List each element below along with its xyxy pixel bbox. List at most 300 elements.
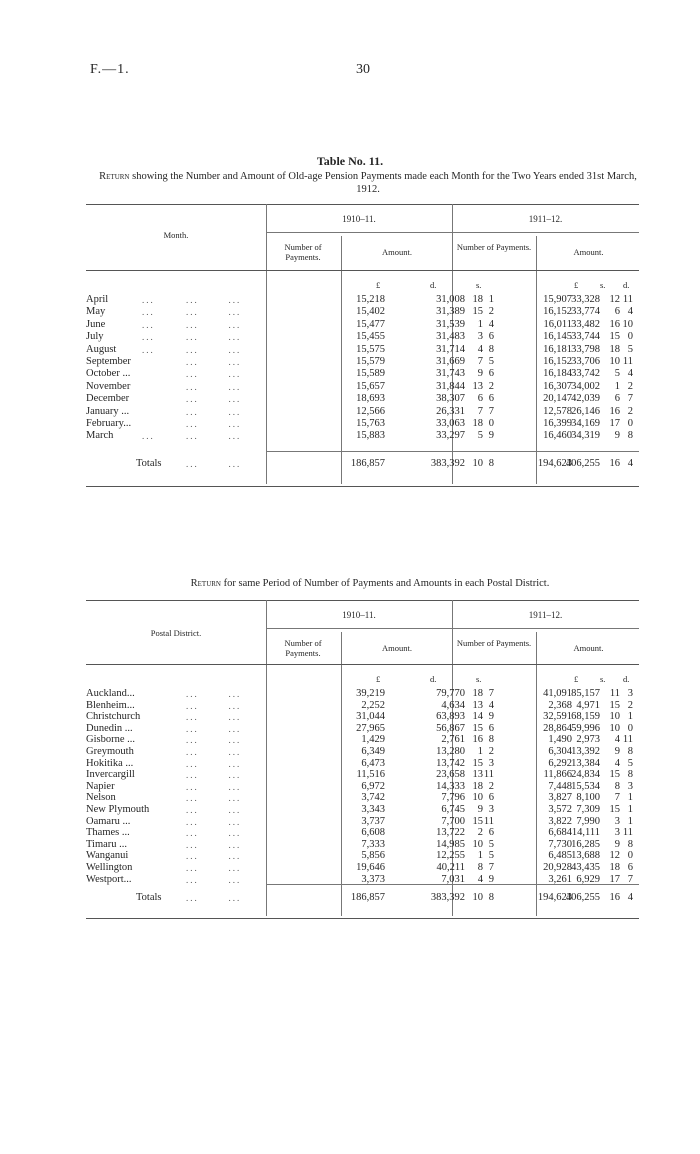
pounds-1911: 6,929 — [576, 873, 600, 885]
leader-dots: ... ... — [186, 319, 242, 330]
number-1910: 19,646 — [356, 862, 385, 873]
table-row — [86, 850, 639, 862]
total-number-1911: 194,623 — [537, 892, 572, 903]
number-1910: 3,742 — [361, 792, 385, 804]
pounds-1910: 23,658 — [436, 769, 465, 781]
pounds-1910: 31,743 — [436, 368, 465, 380]
total-pounds-1910: 383,392 — [430, 458, 465, 469]
number-1911: 16,307 — [543, 380, 572, 392]
pounds-1910: 2,761 — [441, 734, 465, 746]
shillings-1911: 12 — [609, 850, 620, 862]
pence-1911: 6 — [627, 862, 633, 873]
district-name: Christchurch — [86, 711, 141, 723]
number-1911: 20,928 — [543, 862, 572, 873]
number-1910: 6,608 — [361, 827, 385, 839]
shillings-1911: 6 — [614, 393, 620, 405]
leader-dots: ... ... — [186, 369, 242, 380]
district-name: Thames ... — [86, 827, 130, 839]
total-shillings-1911: 16 — [609, 892, 620, 903]
month-name: August — [86, 343, 117, 355]
shillings-1911: 8 — [614, 780, 620, 792]
shillings-1910: 10 — [472, 838, 483, 850]
table-row — [86, 746, 639, 758]
leader-dots: ... ... — [186, 419, 242, 429]
shillings-1910: 1 — [477, 850, 483, 862]
table-row — [86, 393, 639, 405]
pounds-1910: 56,867 — [436, 722, 465, 734]
table-row — [86, 711, 639, 723]
pound-unit: £ — [376, 674, 381, 684]
total-pence-1910: 8 — [488, 458, 494, 469]
shillings-1910: 5 — [477, 430, 483, 442]
table-row — [86, 344, 639, 356]
shillings-1911: 9 — [614, 430, 620, 442]
shillings-1911: 12 — [609, 294, 620, 305]
pounds-1911: 13,392 — [571, 746, 600, 757]
table-row — [86, 306, 639, 318]
pence-1911: 10 — [622, 318, 633, 330]
pounds-1910: 38,307 — [436, 393, 465, 405]
pence-1911: 8 — [627, 769, 633, 781]
shillings-1910: 13 — [472, 769, 483, 781]
number-1910: 15,218 — [356, 294, 385, 305]
year-heading: 1910–11. — [342, 610, 376, 620]
pounds-1910: 4,634 — [441, 699, 465, 711]
pence-1910: 4 — [488, 318, 494, 330]
number-1910: 6,972 — [361, 780, 385, 792]
pounds-1911: 42,039 — [571, 393, 600, 405]
number-1910: 15,455 — [356, 331, 385, 343]
pence-1910: 6 — [488, 722, 494, 734]
number-1911: 6,304 — [548, 746, 572, 757]
pence-1911: 1 — [627, 711, 633, 723]
pounds-1911: 2,973 — [576, 734, 600, 746]
leader-dots: ... ... — [186, 793, 242, 804]
leader-dots: ... ... — [186, 723, 242, 734]
shillings-1911: 3 — [614, 827, 620, 839]
pence-1910: 3 — [488, 757, 494, 769]
pence-1911: 4 — [627, 368, 633, 380]
pounds-1911: 34,002 — [571, 380, 600, 392]
number-1911: 12,578 — [543, 405, 572, 417]
table-row — [86, 381, 639, 393]
leader-dots: ... ... — [186, 394, 242, 405]
month-name: December — [86, 393, 130, 405]
total-shillings-1910: 10 — [472, 892, 483, 903]
pounds-1911: 33,706 — [571, 356, 600, 367]
pounds-1910: 31,008 — [436, 294, 465, 305]
pence-1911: 8 — [627, 430, 633, 442]
number-1911: 6,684 — [548, 827, 572, 839]
district-name: Oamaru ... — [86, 815, 131, 827]
total-number-1910: 186,857 — [350, 458, 385, 469]
table-row — [86, 688, 639, 700]
leader-dots: ... ... — [186, 700, 242, 711]
district-name: Timaru ... — [86, 838, 128, 850]
number-1910: 3,373 — [361, 873, 385, 885]
pence-1910: 11 — [483, 815, 494, 827]
shillings-1911: 10 — [609, 711, 620, 723]
pounds-1911: 24,834 — [571, 769, 600, 781]
table-row — [86, 700, 639, 712]
pence-1910: 5 — [488, 850, 494, 862]
leader-dots: ... ... — [186, 689, 242, 699]
shillings-1911: 17 — [609, 873, 620, 885]
number-1911: 16,184 — [543, 368, 572, 380]
district-name: Nelson — [86, 792, 116, 804]
month-name: March — [86, 430, 114, 442]
number-1910: 15,402 — [356, 306, 385, 318]
return-label: Return — [190, 578, 221, 589]
number-1910: 1,429 — [361, 734, 385, 746]
pence-1911: 8 — [627, 838, 633, 850]
amount-header: Amount. — [382, 643, 412, 653]
table-row — [86, 331, 639, 343]
shillings-1911: 17 — [609, 418, 620, 429]
leader-dots: ... ... — [186, 747, 242, 757]
pence-1911: 0 — [627, 418, 633, 429]
pounds-1910: 31,714 — [436, 343, 465, 355]
district-name: Invercargill — [86, 769, 135, 781]
number-1911: 15,907 — [543, 294, 572, 305]
pence-unit: d. — [430, 280, 437, 290]
number-1911: 16,460 — [543, 430, 572, 442]
number-1910: 15,477 — [356, 318, 385, 330]
pence-unit: d. — [623, 280, 630, 290]
total-shillings-1910: 10 — [472, 458, 483, 469]
pounds-1911: 33,482 — [571, 318, 600, 330]
table-row — [86, 862, 639, 874]
pence-1911: 2 — [627, 405, 633, 417]
pounds-1911: 34,169 — [571, 418, 600, 429]
year-rule — [266, 628, 639, 629]
total-number-1911: 194,623 — [537, 458, 572, 469]
leader-dots: ... — [142, 344, 155, 355]
shilling-unit: s. — [600, 674, 606, 684]
pound-unit: £ — [574, 674, 579, 684]
number-1911: 3,827 — [548, 792, 572, 804]
bottom-rule — [86, 486, 639, 487]
amount-header: Amount. — [573, 247, 604, 257]
shillings-1910: 7 — [477, 405, 483, 417]
pounds-1910: 79,770 — [436, 688, 465, 699]
shillings-1911: 10 — [609, 356, 620, 367]
totals-label: Totals — [136, 892, 162, 903]
header-rule — [86, 270, 639, 271]
table-row — [86, 734, 639, 746]
number-header: Number of Payments. — [456, 638, 532, 648]
pounds-1911: 8,100 — [576, 792, 600, 804]
totals-rule — [266, 884, 639, 885]
district-name: Blenheim... — [86, 699, 135, 711]
district-name: Wanganui — [86, 850, 129, 862]
leader-dots: ... — [142, 295, 155, 305]
number-1911: 11,866 — [543, 769, 572, 781]
shillings-1911: 7 — [614, 792, 620, 804]
pence-1910: 2 — [488, 380, 494, 392]
district-name: New Plymouth — [86, 804, 150, 815]
month-name: September — [86, 356, 131, 367]
number-1911: 1,490 — [548, 734, 572, 746]
header-rule — [86, 664, 639, 665]
pounds-1911: 33,742 — [571, 368, 600, 380]
leader-dots: ... ... — [186, 893, 242, 903]
leader-dots: ... ... — [186, 828, 242, 839]
pence-1910: 2 — [488, 746, 494, 757]
pounds-1910: 13,742 — [436, 757, 465, 769]
pounds-1910: 7,700 — [441, 815, 465, 827]
pounds-1910: 33,063 — [436, 418, 465, 429]
year-heading: 1911–12. — [528, 214, 563, 224]
shillings-1911: 4 — [614, 734, 620, 746]
pounds-1910: 7,796 — [441, 792, 465, 804]
pence-1910: 4 — [488, 699, 494, 711]
totals-row — [86, 892, 639, 904]
table-row — [86, 827, 639, 839]
pounds-1911: 13,688 — [571, 850, 600, 862]
leader-dots: ... — [142, 319, 155, 330]
district-name: Dunedin ... — [86, 722, 133, 734]
table1-description — [88, 170, 648, 196]
shilling-unit: s. — [600, 280, 606, 290]
pence-1910: 11 — [483, 769, 494, 781]
total-pence-1910: 8 — [488, 892, 494, 903]
total-pounds-1910: 383,392 — [430, 892, 465, 903]
postal-district-table — [86, 600, 639, 920]
shillings-1910: 15 — [472, 722, 483, 734]
shillings-1911: 10 — [609, 722, 620, 734]
shillings-1911: 3 — [614, 815, 620, 827]
number-1910: 15,657 — [356, 380, 385, 392]
leader-dots: ... ... — [186, 735, 242, 746]
number-1910: 6,349 — [361, 746, 385, 757]
pence-1910: 6 — [488, 827, 494, 839]
pounds-1911: 85,157 — [571, 688, 600, 699]
shillings-1911: 5 — [614, 368, 620, 380]
number-1911: 3,572 — [548, 804, 572, 815]
pence-1910: 1 — [488, 294, 494, 305]
number-1910: 7,333 — [361, 838, 385, 850]
month-name: October ... — [86, 368, 131, 380]
shilling-unit: s. — [476, 280, 482, 290]
amount-header: Amount. — [573, 643, 604, 653]
number-1911: 3,822 — [548, 815, 572, 827]
pounds-1911: 26,146 — [571, 405, 600, 417]
number-header: Number of Payments. — [456, 242, 532, 252]
shillings-1910: 13 — [472, 380, 483, 392]
total-pence-1911: 4 — [627, 892, 633, 903]
shillings-1911: 18 — [609, 343, 620, 355]
pounds-1910: 40,211 — [436, 862, 465, 873]
pounds-1910: 63,893 — [436, 711, 465, 723]
shillings-1911: 9 — [614, 746, 620, 757]
month-name: April — [86, 294, 109, 305]
table-row — [86, 430, 639, 442]
leader-dots: ... ... — [186, 712, 242, 723]
pounds-1910: 26,331 — [436, 405, 465, 417]
number-1910: 31,044 — [356, 711, 385, 723]
total-pounds-1911: 406,255 — [565, 892, 600, 903]
number-1911: 41,091 — [543, 688, 572, 699]
pounds-1911: 14,111 — [571, 827, 600, 839]
leader-dots: ... ... — [186, 839, 242, 850]
pounds-1911: 33,798 — [571, 343, 600, 355]
leader-dots: ... ... — [186, 381, 242, 392]
number-1911: 16,145 — [543, 331, 572, 343]
shillings-1910: 13 — [472, 699, 483, 711]
leader-dots: ... ... — [186, 816, 242, 827]
number-1910: 15,579 — [356, 356, 385, 367]
leader-dots: ... ... — [186, 805, 242, 815]
pence-1910: 8 — [488, 734, 494, 746]
pounds-1911: 16,285 — [571, 838, 600, 850]
year-heading: 1910–11. — [342, 214, 376, 224]
district-name: Wellington — [86, 862, 133, 873]
top-rule — [86, 600, 639, 601]
shillings-1910: 14 — [472, 711, 483, 723]
pence-1911: 5 — [627, 757, 633, 769]
district-name: Auckland... — [86, 688, 135, 699]
pence-unit: d. — [430, 674, 437, 684]
pence-1911: 2 — [627, 699, 633, 711]
totals-label: Totals — [136, 458, 162, 469]
table-row — [86, 356, 639, 368]
table-title: Table No. 11. — [316, 154, 384, 168]
pounds-1910: 14,985 — [436, 838, 465, 850]
shillings-1910: 10 — [472, 792, 483, 804]
number-1911: 16,011 — [543, 318, 572, 330]
shillings-1911: 11 — [609, 688, 620, 699]
district-name: Hokitika ... — [86, 757, 134, 769]
pence-1910: 7 — [488, 862, 494, 873]
pence-1910: 9 — [488, 711, 494, 723]
table-row — [86, 792, 639, 804]
return-label: Return — [99, 171, 130, 182]
pence-unit: d. — [623, 674, 630, 684]
month-name: January ... — [86, 405, 130, 417]
shillings-1911: 9 — [614, 838, 620, 850]
pence-1910: 5 — [488, 356, 494, 367]
table2-description — [80, 578, 660, 589]
total-shillings-1911: 16 — [609, 458, 620, 469]
number-1911: 16,152 — [543, 306, 572, 318]
table-row — [86, 368, 639, 380]
totals-rule — [266, 451, 639, 452]
leader-dots: ... ... — [186, 781, 242, 792]
pence-1911: 3 — [627, 780, 633, 792]
leader-dots: ... ... — [186, 459, 242, 469]
pence-1911: 3 — [627, 688, 633, 699]
table-row — [86, 319, 639, 331]
pence-1911: 0 — [627, 722, 633, 734]
pound-unit: £ — [376, 280, 381, 290]
pence-1911: 11 — [622, 294, 633, 305]
leader-dots: ... — [142, 332, 155, 343]
pence-1910: 7 — [488, 688, 494, 699]
table-row — [86, 758, 639, 770]
pounds-1910: 13,722 — [436, 827, 465, 839]
pounds-1910: 7,031 — [441, 873, 465, 885]
shillings-1910: 15 — [472, 815, 483, 827]
stub-header: Postal District. — [150, 628, 202, 638]
pence-1910: 6 — [488, 331, 494, 343]
number-1911: 32,591 — [543, 711, 572, 723]
number-1911: 6,485 — [548, 850, 572, 862]
amount-header: Amount. — [382, 247, 412, 257]
pence-1910: 7 — [488, 405, 494, 417]
shillings-1910: 6 — [477, 393, 483, 405]
shillings-1911: 15 — [609, 699, 620, 711]
shillings-1910: 3 — [477, 331, 483, 343]
shillings-1910: 15 — [472, 306, 483, 318]
shillings-1910: 18 — [472, 418, 483, 429]
pounds-1910: 31,669 — [436, 356, 465, 367]
pence-1911: 11 — [622, 827, 633, 839]
number-header: Number of Payments. — [284, 638, 322, 658]
number-1910: 27,965 — [356, 722, 385, 734]
shillings-1910: 18 — [472, 780, 483, 792]
district-name: Napier — [86, 780, 115, 792]
pounds-1911: 7,990 — [576, 815, 600, 827]
pounds-1910: 31,539 — [436, 318, 465, 330]
table-row — [86, 418, 639, 430]
shillings-1910: 4 — [477, 873, 483, 885]
pounds-1910: 31,483 — [436, 331, 465, 343]
district-name: Gisborne ... — [86, 734, 135, 746]
pounds-1910: 33,297 — [436, 430, 465, 442]
leader-dots: ... ... — [186, 357, 242, 367]
number-1911: 3,261 — [548, 873, 572, 885]
number-1911: 6,292 — [548, 757, 572, 769]
top-rule — [86, 204, 639, 205]
number-1910: 15,883 — [356, 430, 385, 442]
table-row — [86, 816, 639, 828]
number-1910: 15,575 — [356, 343, 385, 355]
leader-dots: ... ... — [186, 758, 242, 769]
pence-1910: 5 — [488, 838, 494, 850]
pence-1910: 2 — [488, 780, 494, 792]
pounds-1911: 34,319 — [571, 430, 600, 442]
pounds-1911: 33,774 — [571, 306, 600, 318]
pence-1911: 8 — [627, 746, 633, 757]
number-1910: 3,343 — [361, 804, 385, 815]
shillings-1910: 9 — [477, 804, 483, 815]
shillings-1910: 2 — [477, 827, 483, 839]
month-name: May — [86, 306, 106, 318]
leader-dots: ... ... — [186, 431, 242, 442]
number-1910: 2,252 — [361, 699, 385, 711]
leader-dots: ... ... — [186, 344, 242, 355]
pounds-1911: 59,996 — [571, 722, 600, 734]
number-1910: 5,856 — [361, 850, 385, 862]
year-rule — [266, 232, 639, 233]
leader-dots: ... ... — [186, 851, 242, 862]
pounds-1910: 6,745 — [441, 804, 465, 815]
shillings-1910: 16 — [472, 734, 483, 746]
pence-1911: 0 — [627, 331, 633, 343]
pence-1910: 6 — [488, 792, 494, 804]
number-1911: 16,181 — [543, 343, 572, 355]
shillings-1910: 18 — [472, 294, 483, 305]
leader-dots: ... ... — [186, 770, 242, 781]
page-number: 30 — [356, 62, 370, 77]
shillings-1911: 16 — [609, 405, 620, 417]
total-pounds-1911: 406,255 — [565, 458, 600, 469]
pounds-1911: 13,384 — [571, 757, 600, 769]
pounds-1910: 13,280 — [436, 746, 465, 757]
pence-1911: 5 — [627, 343, 633, 355]
pounds-1910: 14,333 — [436, 780, 465, 792]
